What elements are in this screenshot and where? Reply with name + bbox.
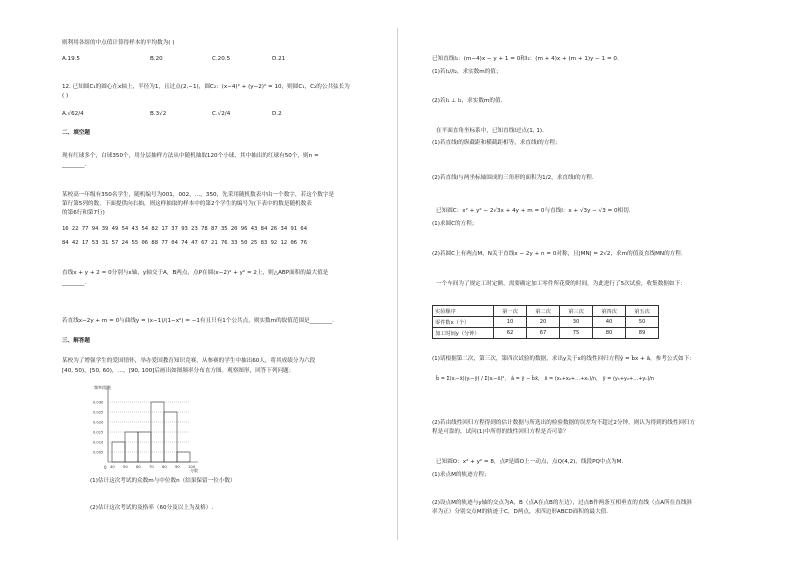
q17-stem-2: [40, 50)，[50, 60)，…，[90, 100]后画出如图频率分布直方图。观察图形，回答下列问题： xyxy=(62,368,295,374)
table-row xyxy=(433,317,659,328)
q20-part-2: (2)若圆C上有两点M，N关于直线x − 2y + n = 0对称，且|MN| = 2√2，求m的值及直线MN的方程. xyxy=(432,251,683,257)
q11-option-a: A.19.5 xyxy=(62,56,80,62)
q11-option-c: C.20.5 xyxy=(212,56,231,62)
table-header-cell: 第五次 xyxy=(626,306,659,317)
q14-stem-3: 的第6行和第7行) xyxy=(62,210,105,216)
table-header-cell: 实验顺序 xyxy=(433,306,494,317)
q19-part-1: (1)若直线l的纵截距和横截距相等，求直线l的方程； xyxy=(432,140,561,146)
table-header-cell: 第一次 xyxy=(494,306,527,317)
hist-ytick-label: 0.030 xyxy=(93,400,104,405)
table-cell: 89 xyxy=(626,328,659,339)
q12-option-a: A.√62/4 xyxy=(62,111,84,117)
hist-bar xyxy=(164,412,177,462)
q21-part-2-2: 程是可靠的，试问(1)中所得的线性回归方程是否可靠？ xyxy=(432,429,569,435)
table-cell: 50 xyxy=(626,317,659,328)
hist-bar xyxy=(177,452,190,462)
table-cell: 30 xyxy=(560,317,593,328)
table-cell: 62 xyxy=(494,328,527,339)
hist-ylabel: 频率/组距 xyxy=(94,385,112,390)
hist-ytick-label: 0.005 xyxy=(93,450,104,455)
table-row xyxy=(433,328,659,339)
q12-option-d: D.2 xyxy=(272,111,282,117)
table-header-row xyxy=(433,306,659,317)
hist-xtick-label: 50 xyxy=(123,464,128,469)
table-cell: 80 xyxy=(593,328,626,339)
q22-part-1: (1)求点M的轨迹方程； xyxy=(432,472,490,478)
q12-stem: 12. 已知圆C₁的圆心在x轴上，半径为1，且过点(2,−1)，圆C₂：(x−4)² + (y−2)² = 10，则圆C₁，C₂的公共弦长为 xyxy=(62,84,350,90)
q16-stem: 若直线x−2y + m = 0与曲线y = (x−1)/(1−x²) = −1有且只有1个公共点，则实数m的取值范围是________. xyxy=(62,318,334,324)
table-cell: 40 xyxy=(593,317,626,328)
hist-xtick-label: 60 xyxy=(136,464,141,469)
random-table-row-2: 84 42 17 53 31 57 24 55 06 88 77 04 74 47 67 21 76 33 50 25 83 92 12 06 76 xyxy=(62,240,308,246)
q14-stem-1: 某校高一年级有350名学生，随机编号为001，002，…，350，先采用随机数表中由一个数字，若这个数字是 xyxy=(62,192,335,198)
table-cell: 10 xyxy=(494,317,527,328)
hist-ytick-label: 0.010 xyxy=(93,440,104,445)
q21-part-2-1: (2)若由线性回归方程得到的估计数据与所选出的检验数据的误差均不超过2分钟，则认为得到的线性回归方 xyxy=(432,420,696,426)
table-header-cell: 第四次 xyxy=(593,306,626,317)
q11-tail: 则利用各组的中点值计算得样本的平均数为( ) xyxy=(62,40,175,46)
table-cell: 零件数x（个） xyxy=(433,317,494,328)
q11-option-d: D.21 xyxy=(272,56,286,62)
experiment-table xyxy=(432,305,659,339)
q22-stem: 已知圆O：x² + y² = 8，点P是圆O上一动点，点Q(4,2)，线段PQ中点为M. xyxy=(436,459,624,465)
hist-bar xyxy=(138,432,151,462)
q21-part-1: (1)请根据第二次，第三次，第四次试验的数据，求出y关于x的线性回归方程ŷ = b̂x + â，参考公式如下： xyxy=(432,356,695,362)
q21-formula: b̂ = Σ(xᵢ−x̄)(yᵢ−ȳ) / Σ(xᵢ−x̄)²， â = ȳ − b̂x̄， x̄ = (x₁+x₂+…+xₙ)/n， ȳ = (y₁+y₂+…+yₙ)/n xyxy=(436,376,655,382)
hist-xtick-label: 70 xyxy=(149,464,154,469)
hist-xtick-label: 100 xyxy=(188,464,196,469)
q18-part-1: (1)若l₁//l₂，求实数m的值； xyxy=(432,69,502,75)
q17-stem-1: 某校为了增强学生的爱国情怀，举办爱国教育知识竞赛，从参赛的学生中抽出60人，将其成绩分为六段 xyxy=(62,358,316,364)
hist-bar xyxy=(125,432,138,462)
q20-part-1: (1)求圆C的方程； xyxy=(432,221,478,227)
table-cell: 67 xyxy=(527,328,560,339)
frequency-histogram xyxy=(92,382,202,474)
q12-option-c: C.√2/4 xyxy=(212,111,231,117)
q13-blank: ________. xyxy=(62,162,87,168)
table-cell: 加工时间y（分钟） xyxy=(433,328,494,339)
table-header-cell: 第二次 xyxy=(527,306,560,317)
q11-option-b: B.20 xyxy=(150,56,163,62)
q15-stem: 直线x + y + 2 = 0分别与x轴，y轴交于A，B两点，点P在圆(x−2)² + y² = 2上，则△ABP面积的最大值是 xyxy=(62,270,329,276)
table-cell: 20 xyxy=(527,317,560,328)
hist-origin: 0 xyxy=(104,465,107,470)
q17-part-2: (2)估计这次考试的及格率（60分及以上为及格）. xyxy=(90,505,214,511)
q14-stem-2: 第行第5列的数，下面提供向右抽，则这样抽取的样本中的第2个学生的编号为(下表中的数是随机数表 xyxy=(62,201,312,207)
q12-option-b: B.3√2 xyxy=(150,111,167,117)
column-divider xyxy=(397,28,398,540)
section-fill-in: 二、填空题 xyxy=(62,130,90,136)
q22-part-2-2: 率为正）分别交点M的轨迹于C，D两点，求四边形ABCD面积的最大值. xyxy=(432,509,609,515)
table-header-cell: 第三次 xyxy=(560,306,593,317)
hist-xtick-label: 80 xyxy=(162,464,167,469)
q19-stem: 在平面直角坐标系中，已知直线l过点(1, 1). xyxy=(436,128,544,134)
hist-ytick-label: 0.025 xyxy=(93,410,104,415)
hist-xtick-label: 90 xyxy=(175,464,180,469)
hist-ytick-label: 0.020 xyxy=(93,420,104,425)
hist-ytick-label: 0.015 xyxy=(93,430,104,435)
q22-part-2-1: (2)设点M的轨迹与y轴的交点为A，B（点A在点B的左边），过点B作两条互相垂直的直线（点A所在直线斜 xyxy=(432,500,693,506)
q13-stem: 现有红球多个，白球350个，用分层抽样方法从中随机抽取120个小球，其中抽出的红球有50个，则n = xyxy=(62,153,319,159)
q15-blank: ________. xyxy=(62,280,87,286)
q18-stem: 已知直线l₁：(m−4)x − y + 1 = 0和l₂：(m + 4)x + (m + 1)y − 1 = 0. xyxy=(432,56,619,62)
hist-xtick-label: 40 xyxy=(110,464,115,469)
section-solutions: 三、解答题 xyxy=(62,338,90,344)
q12-paren: ( ) xyxy=(62,93,69,99)
table-cell: 75 xyxy=(560,328,593,339)
q20-stem: 已知圆C：x² + y² − 2√3x + 4y + m = 0与直线l：x + √3y − √3 = 0相切. xyxy=(436,208,631,214)
random-table-row-1: 16 22 77 94 39 49 54 43 54 82 17 37 93 23 78 87 35 20 96 43 84 26 34 91 64 xyxy=(62,226,308,232)
q17-part-1: (1)估计这次考试的众数m与中位数n（结果保留一位小数） xyxy=(90,478,236,484)
q21-stem: 一个车间为了规定工时定额，需要确定加工零件所花费的时间，为此进行了5次试验，收集数据如下： xyxy=(436,281,686,287)
q18-part-2: (2)若l₁ ⊥ l₂，求实数m的值. xyxy=(432,98,503,104)
hist-xlabel: 分数 xyxy=(190,468,198,473)
q19-part-2: (2)若直线l与两坐标轴围成的三角形的面积为1/2，求直线l的方程. xyxy=(432,175,594,181)
